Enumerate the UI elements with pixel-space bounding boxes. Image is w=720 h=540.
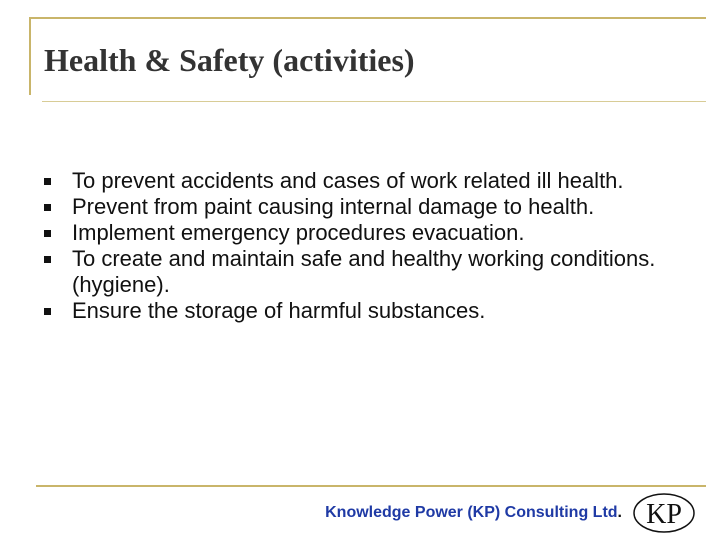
bullet-item: [40, 220, 690, 246]
bullet-text: To prevent accidents and cases of work related ill health.: [72, 168, 624, 193]
square-bullet-icon: [44, 178, 51, 185]
kp-logo-icon: [632, 492, 696, 534]
bullet-list: [40, 168, 690, 324]
logo-letters: KP: [646, 499, 682, 530]
company-name-text: Knowledge Power (KP) Consulting Ltd: [325, 504, 618, 521]
square-bullet-icon: [44, 308, 51, 315]
bullet-text: Implement emergency procedures evacuation.: [72, 220, 525, 245]
bullet-item: [40, 194, 690, 220]
square-bullet-icon: [44, 230, 51, 237]
decorative-frame-left: [29, 17, 31, 95]
bullet-text: Ensure the storage of harmful substances.: [72, 298, 486, 323]
footer-divider: [36, 485, 706, 487]
title-divider: [42, 101, 706, 102]
square-bullet-icon: [44, 256, 51, 263]
footer-company-name: [325, 504, 622, 522]
bullet-item: [40, 246, 690, 298]
bullet-item: [40, 168, 690, 194]
company-name-period: .: [617, 504, 622, 521]
bullet-text: Prevent from paint causing internal damage to health.: [72, 194, 595, 219]
slide-title: Health & Safety (activities): [44, 42, 415, 78]
decorative-frame-top: [29, 17, 706, 19]
square-bullet-icon: [44, 204, 51, 211]
bullet-item: [40, 298, 690, 324]
bullet-text: To create and maintain safe and healthy working conditions. (hygiene).: [72, 246, 656, 297]
